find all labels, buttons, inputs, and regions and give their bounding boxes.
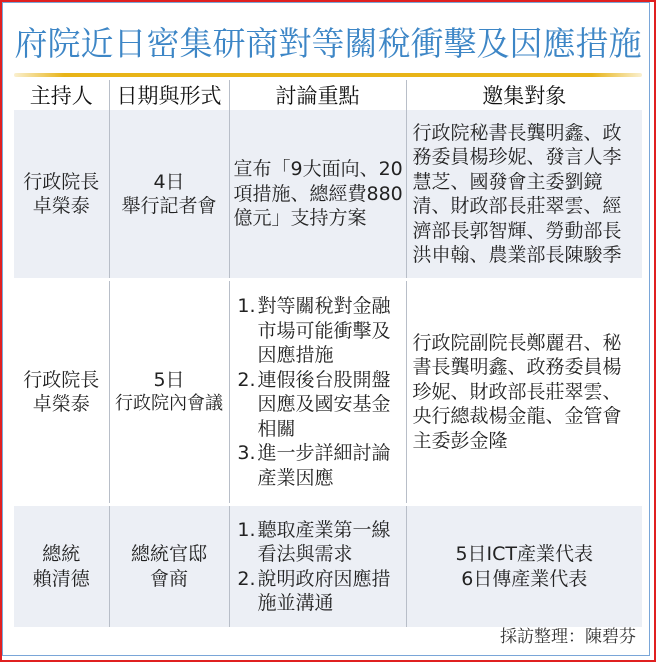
focus-item: 1. 對等關稅對金融市場可能衝擊及因應措施 xyxy=(237,295,391,366)
focus-cell xyxy=(229,505,406,628)
date-format-cell xyxy=(109,505,229,628)
header-host: 主持人 xyxy=(29,84,93,108)
focus-item: 3. 進一步詳細討論產業因應 xyxy=(237,442,391,489)
host-title: 行政院長 xyxy=(23,368,100,391)
page-title: 府院近日密集研商對等關稅衝擊及因應措施 xyxy=(14,24,642,63)
focus-item: 1. 聽取產業第一線看法與需求 xyxy=(237,518,391,565)
focus-cell: 宣布「9大面向、20項措施、總經費880億元」支持方案 xyxy=(229,110,406,280)
meetings-table xyxy=(14,80,642,627)
header-invitees: 邀集對象 xyxy=(406,80,642,110)
host-cell xyxy=(14,110,109,280)
host-name: 卓榮泰 xyxy=(32,393,90,415)
focus-item: 2. 連假後台股開盤因應及國安基金相關 xyxy=(237,368,391,440)
host-cell xyxy=(14,505,109,628)
table-header-row xyxy=(14,80,642,110)
invitees-cell: 行政院副院長鄭麗君、秘書長龔明鑫、政務委員楊珍妮、財政部長莊翠雲、央行總裁楊金龍、金管會主委彭金隆 xyxy=(406,280,642,505)
date-format-cell xyxy=(109,280,229,505)
focus-item: 2. 說明政府因應措施並溝通 xyxy=(237,567,391,614)
host-title: 總統 xyxy=(42,543,81,565)
host-name: 卓榮泰 xyxy=(32,195,90,217)
invitees-cell xyxy=(406,505,642,628)
host-cell xyxy=(14,280,109,505)
date-format-cell xyxy=(109,110,229,280)
table-row xyxy=(14,280,642,505)
focus-cell xyxy=(229,280,406,505)
title-divider xyxy=(14,73,642,77)
focus-list xyxy=(230,294,406,490)
focus-list xyxy=(230,518,406,616)
invitee-line: 6日傳產業代表 xyxy=(461,567,588,590)
table-row xyxy=(14,505,642,628)
location: 總統官邸 xyxy=(130,543,207,565)
date: 5日 xyxy=(153,368,185,391)
invitees-cell: 行政院秘書長龔明鑫、政務委員楊珍妮、發言人李慧芝、國發會主委劉鏡清、財政部長莊翠雲、經濟部長郭智輝、勞動部長洪申翰、農業部長陳駿季 xyxy=(406,110,642,280)
host-title: 行政院長 xyxy=(23,170,100,193)
host-name: 賴清德 xyxy=(32,567,90,590)
credit-line: 採訪整理：陳碧芬 xyxy=(500,627,636,647)
invitee-line: 5日ICT產業代表 xyxy=(455,543,594,565)
format: 行政院內會議 xyxy=(115,393,223,414)
format: 會商 xyxy=(149,567,188,590)
format: 舉行記者會 xyxy=(121,195,217,217)
table-row xyxy=(14,110,642,280)
header-date-format: 日期與形式 xyxy=(109,80,229,110)
header-focus: 討論重點 xyxy=(229,80,406,110)
date: 4日 xyxy=(153,170,185,193)
